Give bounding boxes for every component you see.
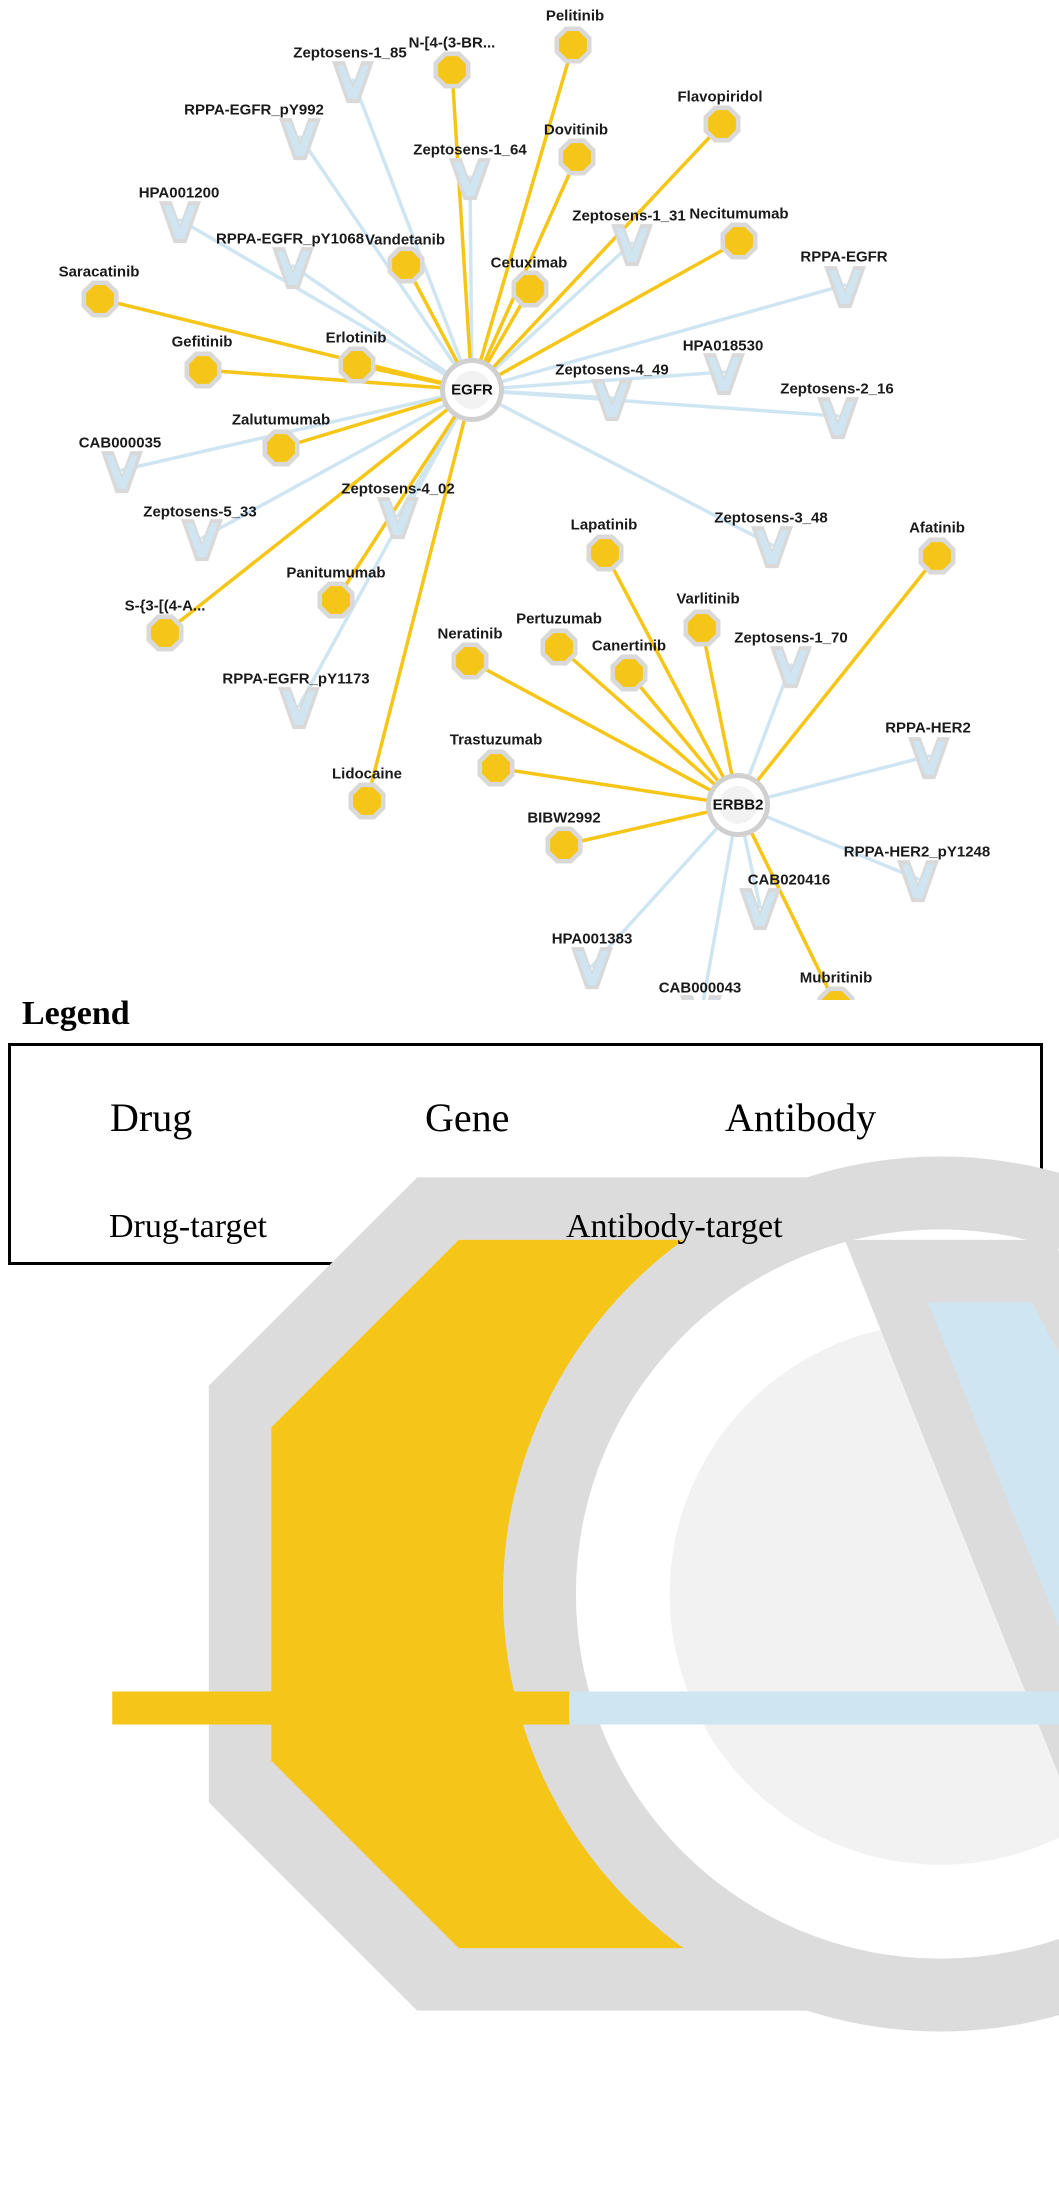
node-label: CAB000043 <box>658 979 742 997</box>
drug-node[interactable] <box>512 271 549 308</box>
node-label: RPPA-HER2 <box>885 719 971 737</box>
drug-node[interactable] <box>349 783 386 820</box>
node-label: Canertinib <box>591 637 667 655</box>
node-label: Afatinib <box>909 519 965 537</box>
node-label: Erlotinib <box>325 329 387 347</box>
antibody-node[interactable] <box>159 201 201 243</box>
node-label: BIBW2992 <box>527 809 601 827</box>
node-label: Panitumumab <box>286 564 386 582</box>
node-label: Pelitinib <box>545 7 605 25</box>
antibody-node[interactable] <box>751 526 793 568</box>
antibody-node[interactable] <box>897 860 939 902</box>
drug-node[interactable] <box>587 535 624 572</box>
drug-node[interactable] <box>818 987 855 1001</box>
legend-item-antibody <box>711 1094 876 1141</box>
graph-canvas <box>0 0 1059 1000</box>
node-label: HPA001200 <box>138 184 220 202</box>
node-label: N-[4-(3-BR... <box>408 34 496 52</box>
drug-node[interactable] <box>318 582 355 619</box>
node-label: RPPA-EGFR_pY1173 <box>222 670 370 688</box>
node-label: Trastuzumab <box>449 731 543 749</box>
graph-edge <box>300 137 472 390</box>
drug-node[interactable] <box>263 430 300 467</box>
node-label: Pertuzumab <box>516 610 602 628</box>
graph-edge <box>472 390 772 545</box>
node-layer <box>82 27 956 1001</box>
node-label: Cetuximab <box>490 254 568 272</box>
antibody-target-edge-icon <box>556 1208 1059 2208</box>
legend-edge-drug-target <box>99 1208 267 1246</box>
drug-node[interactable] <box>559 139 596 176</box>
drug-node[interactable] <box>704 106 741 143</box>
drug-node[interactable] <box>478 750 515 787</box>
antibody-node[interactable] <box>680 995 722 1000</box>
legend-item-gene <box>411 1094 509 1141</box>
antibody-node[interactable] <box>101 451 143 493</box>
legend-item-drug <box>96 1094 192 1141</box>
node-label: Zeptosens-2_16 <box>780 380 894 398</box>
antibody-node[interactable] <box>278 687 320 729</box>
node-label: Zeptosens-5_33 <box>143 503 257 521</box>
node-label: Zeptosens-1_85 <box>293 44 407 62</box>
drug-node[interactable] <box>185 352 222 389</box>
node-label: Zalutumumab <box>231 411 331 429</box>
node-label: Neratinib <box>437 625 503 643</box>
node-label: Zeptosens-1_70 <box>734 629 848 647</box>
legend-label-antibody-target: Antibody-target <box>566 1208 783 1245</box>
gene-node[interactable] <box>706 773 770 837</box>
drug-node[interactable] <box>339 347 376 384</box>
legend-label-antibody: Antibody <box>725 1095 877 1140</box>
drug-node[interactable] <box>434 52 471 89</box>
node-label: Vandetanib <box>364 231 446 249</box>
node-label: Dovitinib <box>543 121 609 139</box>
graph-edge <box>336 390 472 600</box>
node-label: Zeptosens-1_31 <box>572 207 686 225</box>
node-label: S-{3-[(4-A... <box>124 597 206 615</box>
node-label: CAB000035 <box>78 434 162 452</box>
node-label: HPA018530 <box>682 337 764 355</box>
network-graph <box>0 0 1059 1000</box>
drug-node[interactable] <box>555 27 592 64</box>
antibody-node[interactable] <box>817 397 859 439</box>
drug-node[interactable] <box>919 538 956 575</box>
legend-edge-antibody-target <box>556 1208 783 1246</box>
antibody-node[interactable] <box>739 888 781 930</box>
antibody-node[interactable] <box>181 519 223 561</box>
drug-node[interactable] <box>684 610 721 647</box>
node-label: HPA001383 <box>551 930 633 948</box>
graph-edge <box>472 390 838 416</box>
antibody-node[interactable] <box>571 947 613 989</box>
node-label: Zeptosens-1_64 <box>413 141 527 159</box>
drug-node[interactable] <box>546 827 583 864</box>
drug-node[interactable] <box>721 223 758 260</box>
graph-edge <box>472 241 739 390</box>
legend-label-drug: Drug <box>110 1095 193 1140</box>
gene-node[interactable] <box>440 358 504 422</box>
drug-node[interactable] <box>388 247 425 284</box>
node-label: Zeptosens-4_49 <box>555 361 669 379</box>
drug-node[interactable] <box>611 655 648 692</box>
node-label: EGFR <box>451 381 493 399</box>
graph-edge <box>592 805 738 966</box>
node-label: Necitumumab <box>689 205 789 223</box>
node-label: RPPA-EGFR_pY992 <box>184 101 324 119</box>
legend-title: Legend <box>22 995 130 1032</box>
graph-edge <box>367 390 472 801</box>
node-label: Gefitinib <box>171 333 233 351</box>
drug-node[interactable] <box>541 629 578 666</box>
antibody-node[interactable] <box>824 266 866 308</box>
legend-label-drug-target: Drug-target <box>109 1208 267 1245</box>
node-label: Zeptosens-4_02 <box>341 480 455 498</box>
node-label: CAB020416 <box>747 871 831 889</box>
drug-node[interactable] <box>147 615 184 652</box>
node-label: RPPA-EGFR <box>800 248 888 266</box>
node-label: ERBB2 <box>712 796 764 814</box>
node-label: Mubritinib <box>799 969 873 987</box>
drug-node[interactable] <box>452 643 489 680</box>
node-label: Lidocaine <box>331 765 403 783</box>
node-label: RPPA-EGFR_pY1068 <box>215 230 365 248</box>
graph-edge <box>738 556 937 805</box>
node-label: Zeptosens-3_48 <box>714 509 828 527</box>
node-label: Flavopiridol <box>677 88 763 106</box>
node-label: Saracatinib <box>58 263 140 281</box>
drug-node[interactable] <box>82 281 119 318</box>
legend-label-gene: Gene <box>425 1095 510 1140</box>
node-label: Varlitinib <box>676 590 740 608</box>
legend-box <box>8 1043 1043 1265</box>
node-label: Lapatinib <box>570 516 638 534</box>
edge-layer <box>100 45 937 1000</box>
node-label: RPPA-HER2_pY1248 <box>843 843 991 861</box>
